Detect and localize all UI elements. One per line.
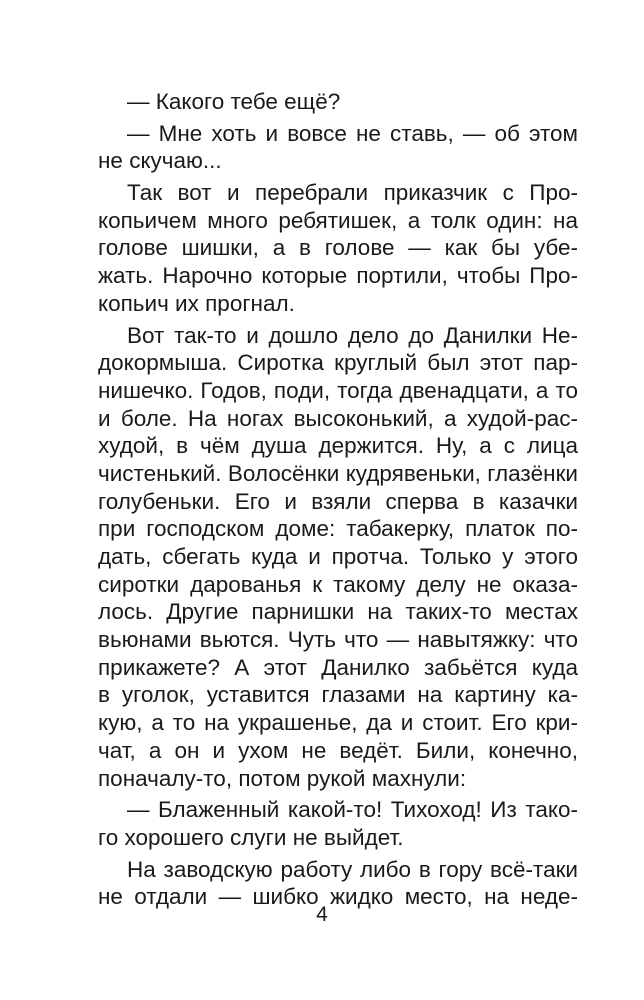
text-line: чистенький. Волосёнки кудрявеньки, глазёнки — [98, 460, 578, 486]
text-line: не скучаю... — [98, 148, 222, 174]
text-line: Вот так-то и дошло дело до Данилки Не- — [127, 322, 578, 348]
paragraph — [98, 120, 578, 175]
text-line: копьичем много ребятишек, а толк один: на — [98, 207, 578, 233]
text-line: го хорошего слуги не выйдет. — [98, 824, 404, 850]
paragraph — [98, 322, 578, 793]
text-line: чат, а он и ухом не ведёт. Били, конечно, — [98, 737, 578, 763]
text-line: худой, в чём душа держится. Ну, а с лица — [98, 433, 578, 459]
text-line: — Блаженный какой-то! Тихоход! Из тако- — [127, 797, 578, 823]
text-line: Так вот и перебрали приказчик с Про- — [127, 180, 578, 206]
text-line: не отдали — шибко жидко место, на неде- — [98, 884, 578, 910]
paragraph — [98, 796, 578, 851]
text-line: голубеньки. Его и взяли сперва в казачки — [98, 488, 578, 514]
page-number: 4 — [316, 903, 328, 926]
paragraph — [98, 179, 578, 317]
text-line: в уголок, уставится глазами на картину ка- — [98, 682, 578, 708]
text-line: сиротки дарованья к такому делу не оказа- — [98, 571, 578, 597]
text-line: докормыша. Сиротка круглый был этот пар- — [98, 350, 578, 376]
text-line: — Какого тебе ещё? — [127, 89, 341, 114]
body-text — [98, 88, 578, 911]
text-line: нишечко. Годов, поди, тогда двенадцати, а то — [98, 377, 578, 403]
text-line: и боле. На ногах высоконький, а худой-рас- — [98, 405, 578, 431]
text-line: копьич их прогнал. — [98, 290, 295, 316]
text-line: дать, сбегать куда и протча. Только у этого — [98, 544, 578, 569]
text-line: голове шишки, а в голове — как бы убе- — [98, 235, 578, 261]
text-line: вьюнами вьются. Чуть что — навытяжку: что — [98, 627, 578, 653]
text-line: На заводскую работу либо в гору всё-таки — [127, 856, 578, 882]
text-line: кую, а то на украшенье, да и стоит. Его кри- — [98, 710, 578, 736]
text-line: поначалу-то, потом рукой махнули: — [98, 765, 467, 791]
paragraph — [98, 88, 578, 116]
text-line: лось. Другие парнишки на таких-то местах — [98, 599, 578, 625]
text-line: при господском доме: табакерку, платок по- — [98, 516, 578, 542]
text-line: прикажете? А этот Данилко забьётся куда — [98, 654, 578, 680]
text-line: жать. Нарочно которые портили, чтобы Про- — [98, 263, 578, 289]
text-line: — Мне хоть и вовсе не ставь, — об этом — [127, 120, 578, 146]
